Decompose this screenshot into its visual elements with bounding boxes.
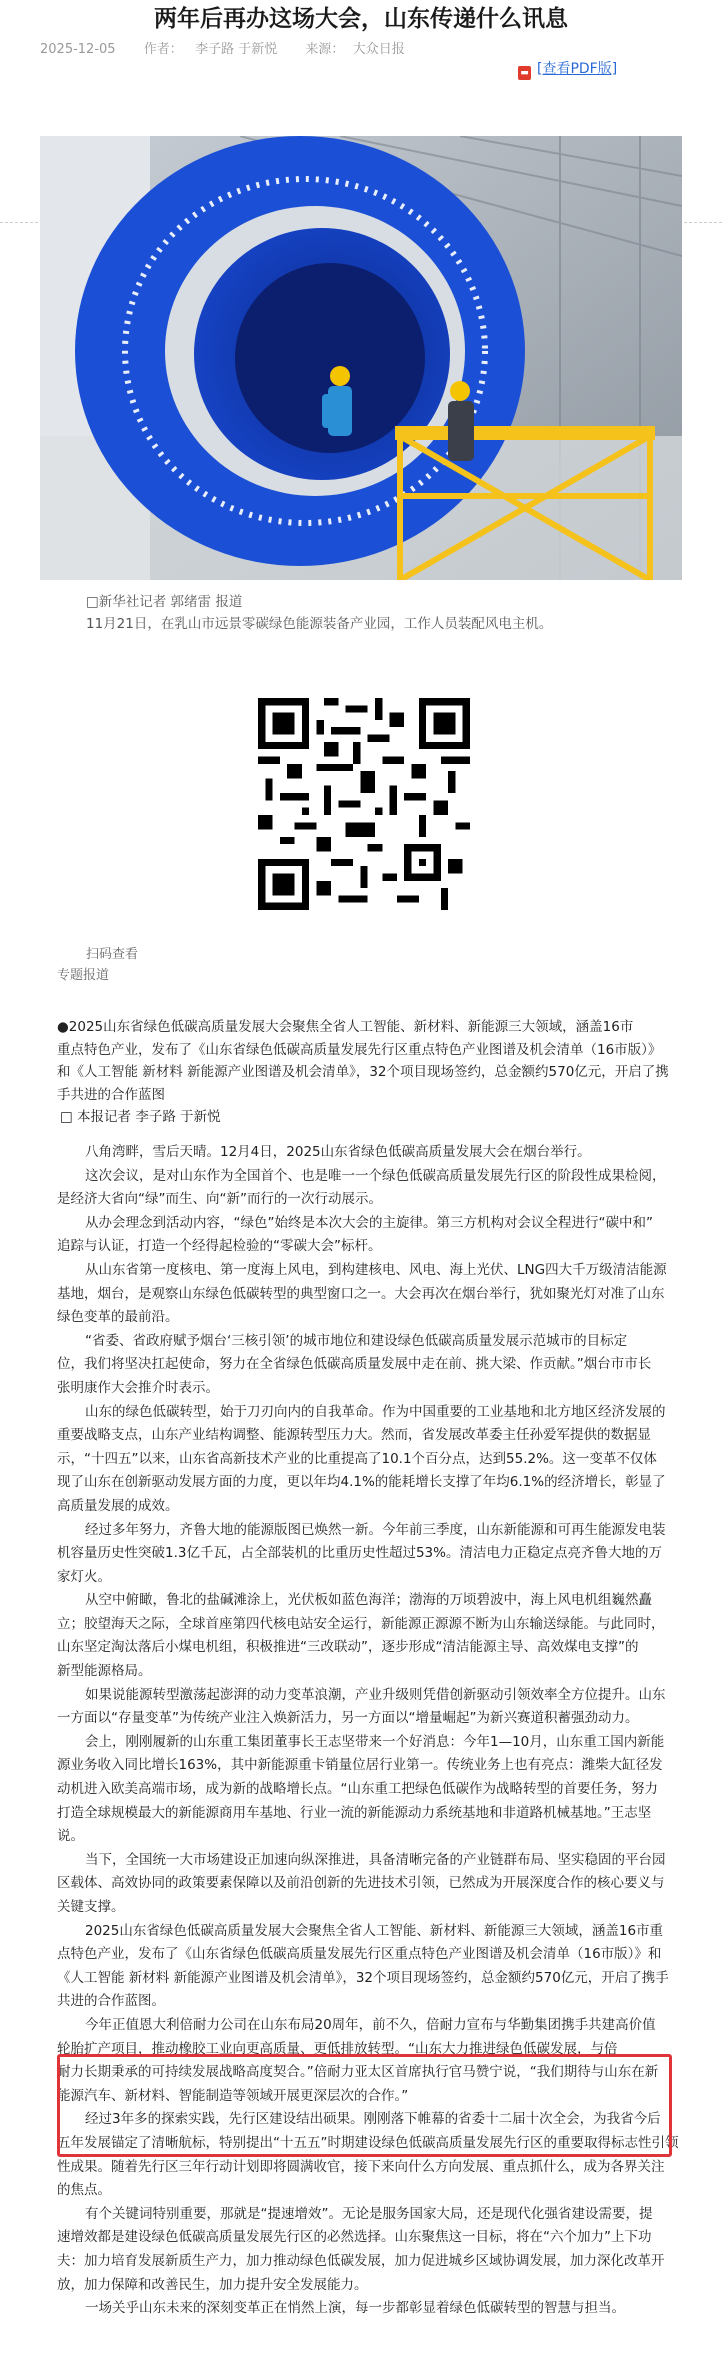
body-line: 山东坚定淘汰落后小煤电机组，积极推进“三改联动”，逐步形成“清洁能源主导、高效煤电支撑”的 (57, 1639, 639, 1656)
body-line: 重要战略支点，山东产业结构调整、能源转型压力大。然而，省发展改革委主任孙爱军提供的数据显 (57, 1427, 651, 1444)
body-line: 速增效都是建设绿色低碳高质量发展先行区的必然选择。山东聚焦这一目标，将在“六个加力”上下功 (57, 2229, 652, 2246)
body-line: 今年正值恩大利倍耐力公司在山东布局20周年，前不久，倍耐力宣布与华勤集团携手共建高价值 (85, 2016, 656, 2033)
body-line: 位，我们将坚决扛起使命，努力在全省绿色低碳高质量发展中走在前、挑大梁、作贡献。”烟台市市长 (57, 1356, 652, 1373)
body-line: 高质量发展的成效。 (57, 1497, 179, 1514)
body-line: 有个关键词特别重要，那就是“提速增效”。无论是服务国家大局，还是现代化强省建设需要，提 (85, 2205, 653, 2222)
body-line: 放，加力保障和改善民生，加力提升安全发展能力。 (57, 2276, 368, 2293)
body-line: 从山东省第一度核电、第一度海上风电，到构建核电、风电、海上光伏、LNG四大千万级清洁能源 (85, 1261, 667, 1278)
photo-caption: 11月21日，在乳山市远景零碳绿色能源装备产业园，工作人员装配风电主机。 (86, 616, 553, 632)
article-meta (40, 38, 429, 57)
body-line: 说。 (57, 1828, 84, 1845)
qr-code (258, 698, 470, 910)
article-title: 两年后再办这场大会，山东传递什么讯息 (154, 6, 568, 32)
body-line: 张明康作大会推介时表示。 (57, 1379, 219, 1396)
lead-line: 重点特色产业，发布了《山东省绿色低碳高质量发展先行区重点特色产业图谱及机会清单（16市版）》 (57, 1041, 662, 1058)
body-line: 2025山东省绿色低碳高质量发展大会聚焦全省人工智能、新材料、新能源三大领域，涵盖16市重 (85, 1922, 664, 1939)
body-line: 如果说能源转型激荡起澎湃的动力变革浪潮，产业升级则凭借创新驱动引领效率全方位提升。山东 (85, 1686, 666, 1703)
body-line: 一方面以“存量变革”为传统产业注入焕新活力，另一方面以“增量崛起”为新兴赛道积蓄强劲动力。 (57, 1710, 639, 1727)
lead-reporter: □ 本报记者 李子路 于新悦 (60, 1109, 221, 1125)
body-line: 耐力长期秉承的可持续发展战略高度契合。”倍耐力亚太区首席执行官马赞宁说，“我们期待与山东在新 (57, 2064, 659, 2081)
lead-line: ●2025山东省绿色低碳高质量发展大会聚焦全省人工智能、新材料、新能源三大领域，涵盖16市 (57, 1019, 634, 1035)
body-line: 五年发展锚定了清晰航标，特别提出“十五五”时期建设绿色低碳高质量发展先行区的重要取得标志性引领 (57, 2134, 679, 2151)
news-photo (40, 136, 682, 580)
body-line: 机容量历史性突破1.3亿千瓦，占全部装机的比重历史性超过53%。清洁电力正稳定点亮齐鲁大地的万 (57, 1545, 662, 1562)
body-line: 能源汽车、新材料、智能制造等领域开展更深层次的合作。” (57, 2087, 409, 2104)
body-line: 山东的绿色低碳转型，始于刀刃向内的自我革命。作为中国重要的工业基地和北方地区经济发展的 (85, 1403, 666, 1420)
body-line: 八角湾畔，雪后天晴。12月4日，2025山东省绿色低碳高质量发展大会在烟台举行。 (85, 1144, 591, 1160)
body-line: 打造全球规模最大的新能源商用车基地、行业一流的新能源动力系统基地和非道路机械基地。”王志坚 (57, 1804, 652, 1821)
body-line: 示，“十四五”以来，山东省高新技术产业的比重提高了10.1个百分点，达到55.2%。这一变革不仅体 (57, 1450, 657, 1467)
body-line: 的焦点。 (57, 2182, 111, 2199)
body-line: “省委、省政府赋予烟台‘三核引领’的城市地位和建设绿色低碳高质量发展示范城市的目标定 (85, 1332, 628, 1349)
body-line: 新型能源格局。 (57, 1663, 152, 1680)
scan-label: 扫码查看 (86, 947, 139, 962)
body-line: 立；胶望海天之际，全球首座第四代核电站安全运行，新能源正源源不断为山东输送绿能。与此同时， (57, 1615, 665, 1632)
photo-credit: □新华社记者 郭绪雷 报道 (86, 594, 243, 610)
body-line: 经过多年努力，齐鲁大地的能源版图已焕然一新。今年前三季度，山东新能源和可再生能源发电装 (85, 1521, 666, 1538)
author-names: 李子路 于新悦 (195, 42, 278, 57)
author-label: 作者： (143, 42, 183, 57)
body-line: 《人工智能 新材料 新能源产业图谱及机会清单》，32个项目现场签约，总金额约570亿元，开启了携手 (57, 1969, 669, 1986)
body-line: 点特色产业，发布了《山东省绿色低碳高质量发展先行区重点特色产业图谱及机会清单（16市版）》和 (57, 1946, 662, 1963)
body-line: 这次会议，是对山东作为全国首个、也是唯一一个绿色低碳高质量发展先行区的阶段性成果检阅， (85, 1167, 666, 1184)
source-name: 大众日报 (352, 42, 405, 57)
body-line: 经过3年多的探索实践，先行区建设结出硕果。刚刚落下帷幕的省委十二届十次全会，为我省今后 (85, 2111, 661, 2128)
lead-summary (57, 1016, 677, 1129)
pdf-icon[interactable]: ▬ (518, 66, 531, 80)
body-line: 现了山东在创新驱动发展方面的力度，更以年均4.1%的能耗增长支撑了年均6.1%的经济增长，彰显了 (57, 1474, 666, 1491)
body-line: 夫：加力培育发展新质生产力，加力推动绿色低碳发展，加力促进城乡区域协调发展，加力深化改革开 (57, 2252, 665, 2269)
body-line: 区载体、高效协同的政策要素保障以及前沿创新的先进技术引领，已然成为开展深度合作的核心要义与 (57, 1875, 665, 1892)
body-line: 一场关乎山东未来的深刻变革正在悄然上演，每一步都彰显着绿色低碳转型的智慧与担当。 (85, 2300, 625, 2317)
view-pdf-link[interactable]: [查看PDF版] (537, 61, 618, 77)
body-line: 基地，烟台，是观察山东绿色低碳转型的典型窗口之一。大会再次在烟台举行，犹如聚光灯对准了山东 (57, 1285, 665, 1302)
body-line: 绿色变革的最前沿。 (57, 1309, 179, 1326)
body-line: 是经济大省向“绿”而生、向“新”而行的一次行动展示。 (57, 1191, 382, 1208)
topic-label[interactable]: 专题报道 (57, 968, 110, 983)
publish-date: 2025-12-05 (40, 42, 116, 57)
author (144, 42, 278, 57)
lead-line: 和《人工智能 新材料 新能源产业图谱及机会清单》，32个项目现场签约，总金额约570亿元，开启了携 (57, 1064, 669, 1080)
body-line: 轮胎扩产项目，推动橡胶工业向更高质量、更低排放转型。“山东大力推进绿色低碳发展，与倍 (57, 2040, 618, 2057)
body-line: 源业务收入同比增长163%，其中新能源重卡销量位居行业第一。传统业务上也有亮点：潍柴大缸径发 (57, 1757, 663, 1774)
body-line: 从办会理念到活动内容，“绿色”始终是本次大会的主旋律。第三方机构对会议全程进行“碳中和” (85, 1214, 653, 1231)
source-label: 来源： (305, 42, 345, 57)
source (305, 42, 404, 57)
highlight-box (57, 2054, 672, 2157)
body-line: 当下，全国统一大市场建设正加速向纵深推进，具备清晰完备的产业链群布局、坚实稳固的平台园 (85, 1851, 666, 1868)
body-line: 动机进入欧美高端市场，成为新的战略增长点。“山东重工把绿色低碳作为战略转型的首要任务，努力 (57, 1781, 658, 1798)
body-line: 关键支撑。 (57, 1899, 125, 1915)
body-line: 共进的合作蓝图。 (57, 1993, 165, 2010)
body-line: 从空中俯瞰，鲁北的盐碱滩涂上，光伏板如蓝色海洋；渤海的万顷碧波中，海上风电机组巍然矗 (85, 1592, 652, 1609)
body-line: 会上，刚刚履新的山东重工集团董事长王志坚带来一个好消息：今年1—10月，山东重工国内新能 (85, 1733, 665, 1750)
body-line: 家灯火。 (57, 1568, 111, 1585)
lead-line: 手共进的合作蓝图 (57, 1086, 165, 1103)
pdf-link-container[interactable] (518, 58, 617, 80)
body-line: 追踪与认证，打造一个经得起检验的“零碳大会”标杆。 (57, 1238, 382, 1255)
body-line: 性成果。随着先行区三年行动计划即将圆满收官，接下来向什么方向发展、重点抓什么，成为各界关注 (57, 2158, 665, 2175)
